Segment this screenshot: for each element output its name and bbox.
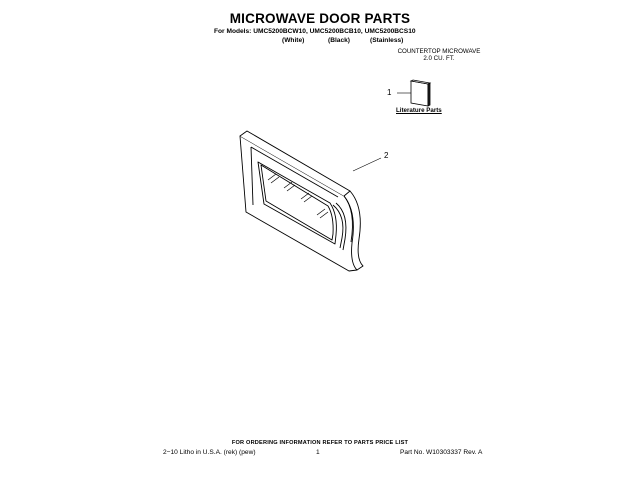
page-title: MICROWAVE DOOR PARTS [229,11,411,26]
callout-2: 2 [384,151,389,160]
literature-booklet [411,80,430,106]
variant-black: (Black) [328,37,350,44]
models-line: For Models: UMC5200BCW10, UMC5200BCB10, UMC5200BCS10 [214,28,416,35]
callout-2-leader [353,158,381,171]
literature-parts-label: Literature Parts [396,107,442,114]
callout-1: 1 [387,88,392,97]
product-type-line1: COUNTERTOP MICROWAVE [397,48,481,55]
variant-stainless: (Stainless) [370,37,404,44]
product-type-line2: 2.0 CU. FT. [423,55,455,62]
variant-white: (White) [282,37,305,44]
page-number: 1 [316,449,320,456]
part-number: Part No. W10303337 Rev. A [400,449,483,456]
litho-text: 2−10 Litho in U.S.A. (rek) (pew) [163,449,256,456]
microwave-door [240,131,363,271]
ordering-note: FOR ORDERING INFORMATION REFER TO PARTS PRICE LIST [231,440,409,446]
